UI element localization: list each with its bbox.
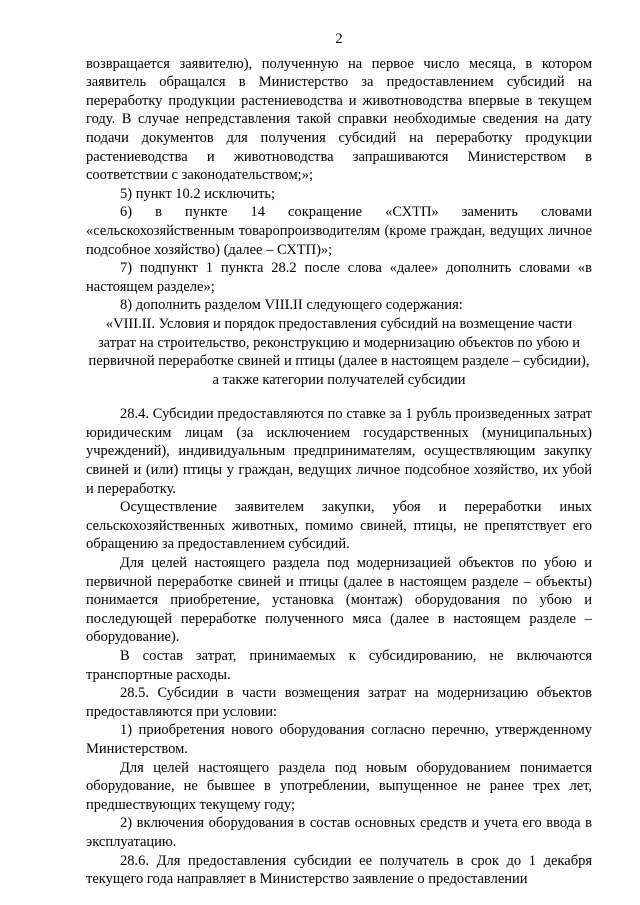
paragraph-item-6: 6) в пункте 14 сокращение «СХТП» заменить словами «сельскохозяйственным товаропроизводителям (кроме граждан, ведущих личное подсобное хозяйство) (далее – СХТП)»; bbox=[86, 204, 592, 258]
paragraph-item-5: 5) пункт 10.2 исключить; bbox=[120, 185, 276, 202]
paragraph-item-8: 8) дополнить разделом VIII.II следующего содержания: bbox=[120, 297, 463, 314]
paragraph-procurement: Осуществление заявителем закупки, убоя и переработки иных сельскохозяйственных животных, помимо свиней, птицы, не препятствует его обращению за предоставлением субсидий. bbox=[86, 499, 592, 553]
paragraph-28-4: 28.4. Субсидии предоставляются по ставке за 1 рубль произведенных затрат юридическим лицам (за исключением государственных (муниципальных) учреждений), индивидуальным предпринимателям, осуществляющим закупку свиней и (или) птицы у граждан, ведущих личное подсобное хозяйство, их убой и переработку. bbox=[86, 406, 592, 497]
section-body bbox=[86, 405, 592, 888]
paragraph-28-6: 28.6. Для предоставления субсидии ее получатель в срок до 1 декабря текущего года направляет в Министерство заявление о предоставлении bbox=[86, 852, 592, 888]
page-number: 2 bbox=[335, 31, 343, 47]
paragraph-new-equipment-definition: Для целей настоящего раздела под новым оборудованием понимается оборудование, не бывшее в употреблении, выпущенное не ранее трех лет, предшествующих текущему году; bbox=[86, 759, 592, 813]
paragraph-item-7: 7) подпункт 1 пункта 28.2 после слова «далее» дополнить словами «в настоящем разделе»; bbox=[86, 260, 592, 295]
paragraph-28-5: 28.5. Субсидии в части возмещения затрат на модернизацию объектов предоставляются при условии: bbox=[86, 685, 592, 720]
paragraph-condition-1: 1) приобретения нового оборудования согласно перечню, утвержденному Министерством. bbox=[86, 722, 592, 757]
section-heading: «VIII.II. Условия и порядок предоставления субсидий на возмещение части затрат на строительство, реконструкцию и модернизацию объектов по убою и первичной переработке свиней и птицы (далее в настоящем разделе – субсидии), а также категории получателей субсидии bbox=[88, 315, 590, 388]
amendments-block bbox=[86, 55, 592, 315]
paragraph-continuation: возвращается заявителю), полученную на первое число месяца, в котором заявитель обращался в Министерство за предоставлением субсидий на переработку продукции растениеводства и животноводства впервые в текущем году. В случае непредставления такой справки необходимые сведения на дату подачи документов для получения субсидий на переработку продукции растениеводства и животноводства запрашиваются Министерством в соответствии с законодательством;»; bbox=[86, 55, 592, 184]
paragraph-modernization-definition: Для целей настоящего раздела под модернизацией объектов по убою и первичной переработке свиней и птицы (далее в настоящем разделе – объекты) понимается приобретение, установка (монтаж) оборудования по убою и последующей переработке полученного мяса (далее в настоящем разделе – оборудование). bbox=[86, 555, 592, 646]
paragraph-condition-2: 2) включения оборудования в состав основных средств и учета его ввода в эксплуатацию. bbox=[86, 815, 592, 850]
paragraph-transport-costs: В состав затрат, принимаемых к субсидированию, не включаются транспортные расходы. bbox=[86, 648, 592, 683]
